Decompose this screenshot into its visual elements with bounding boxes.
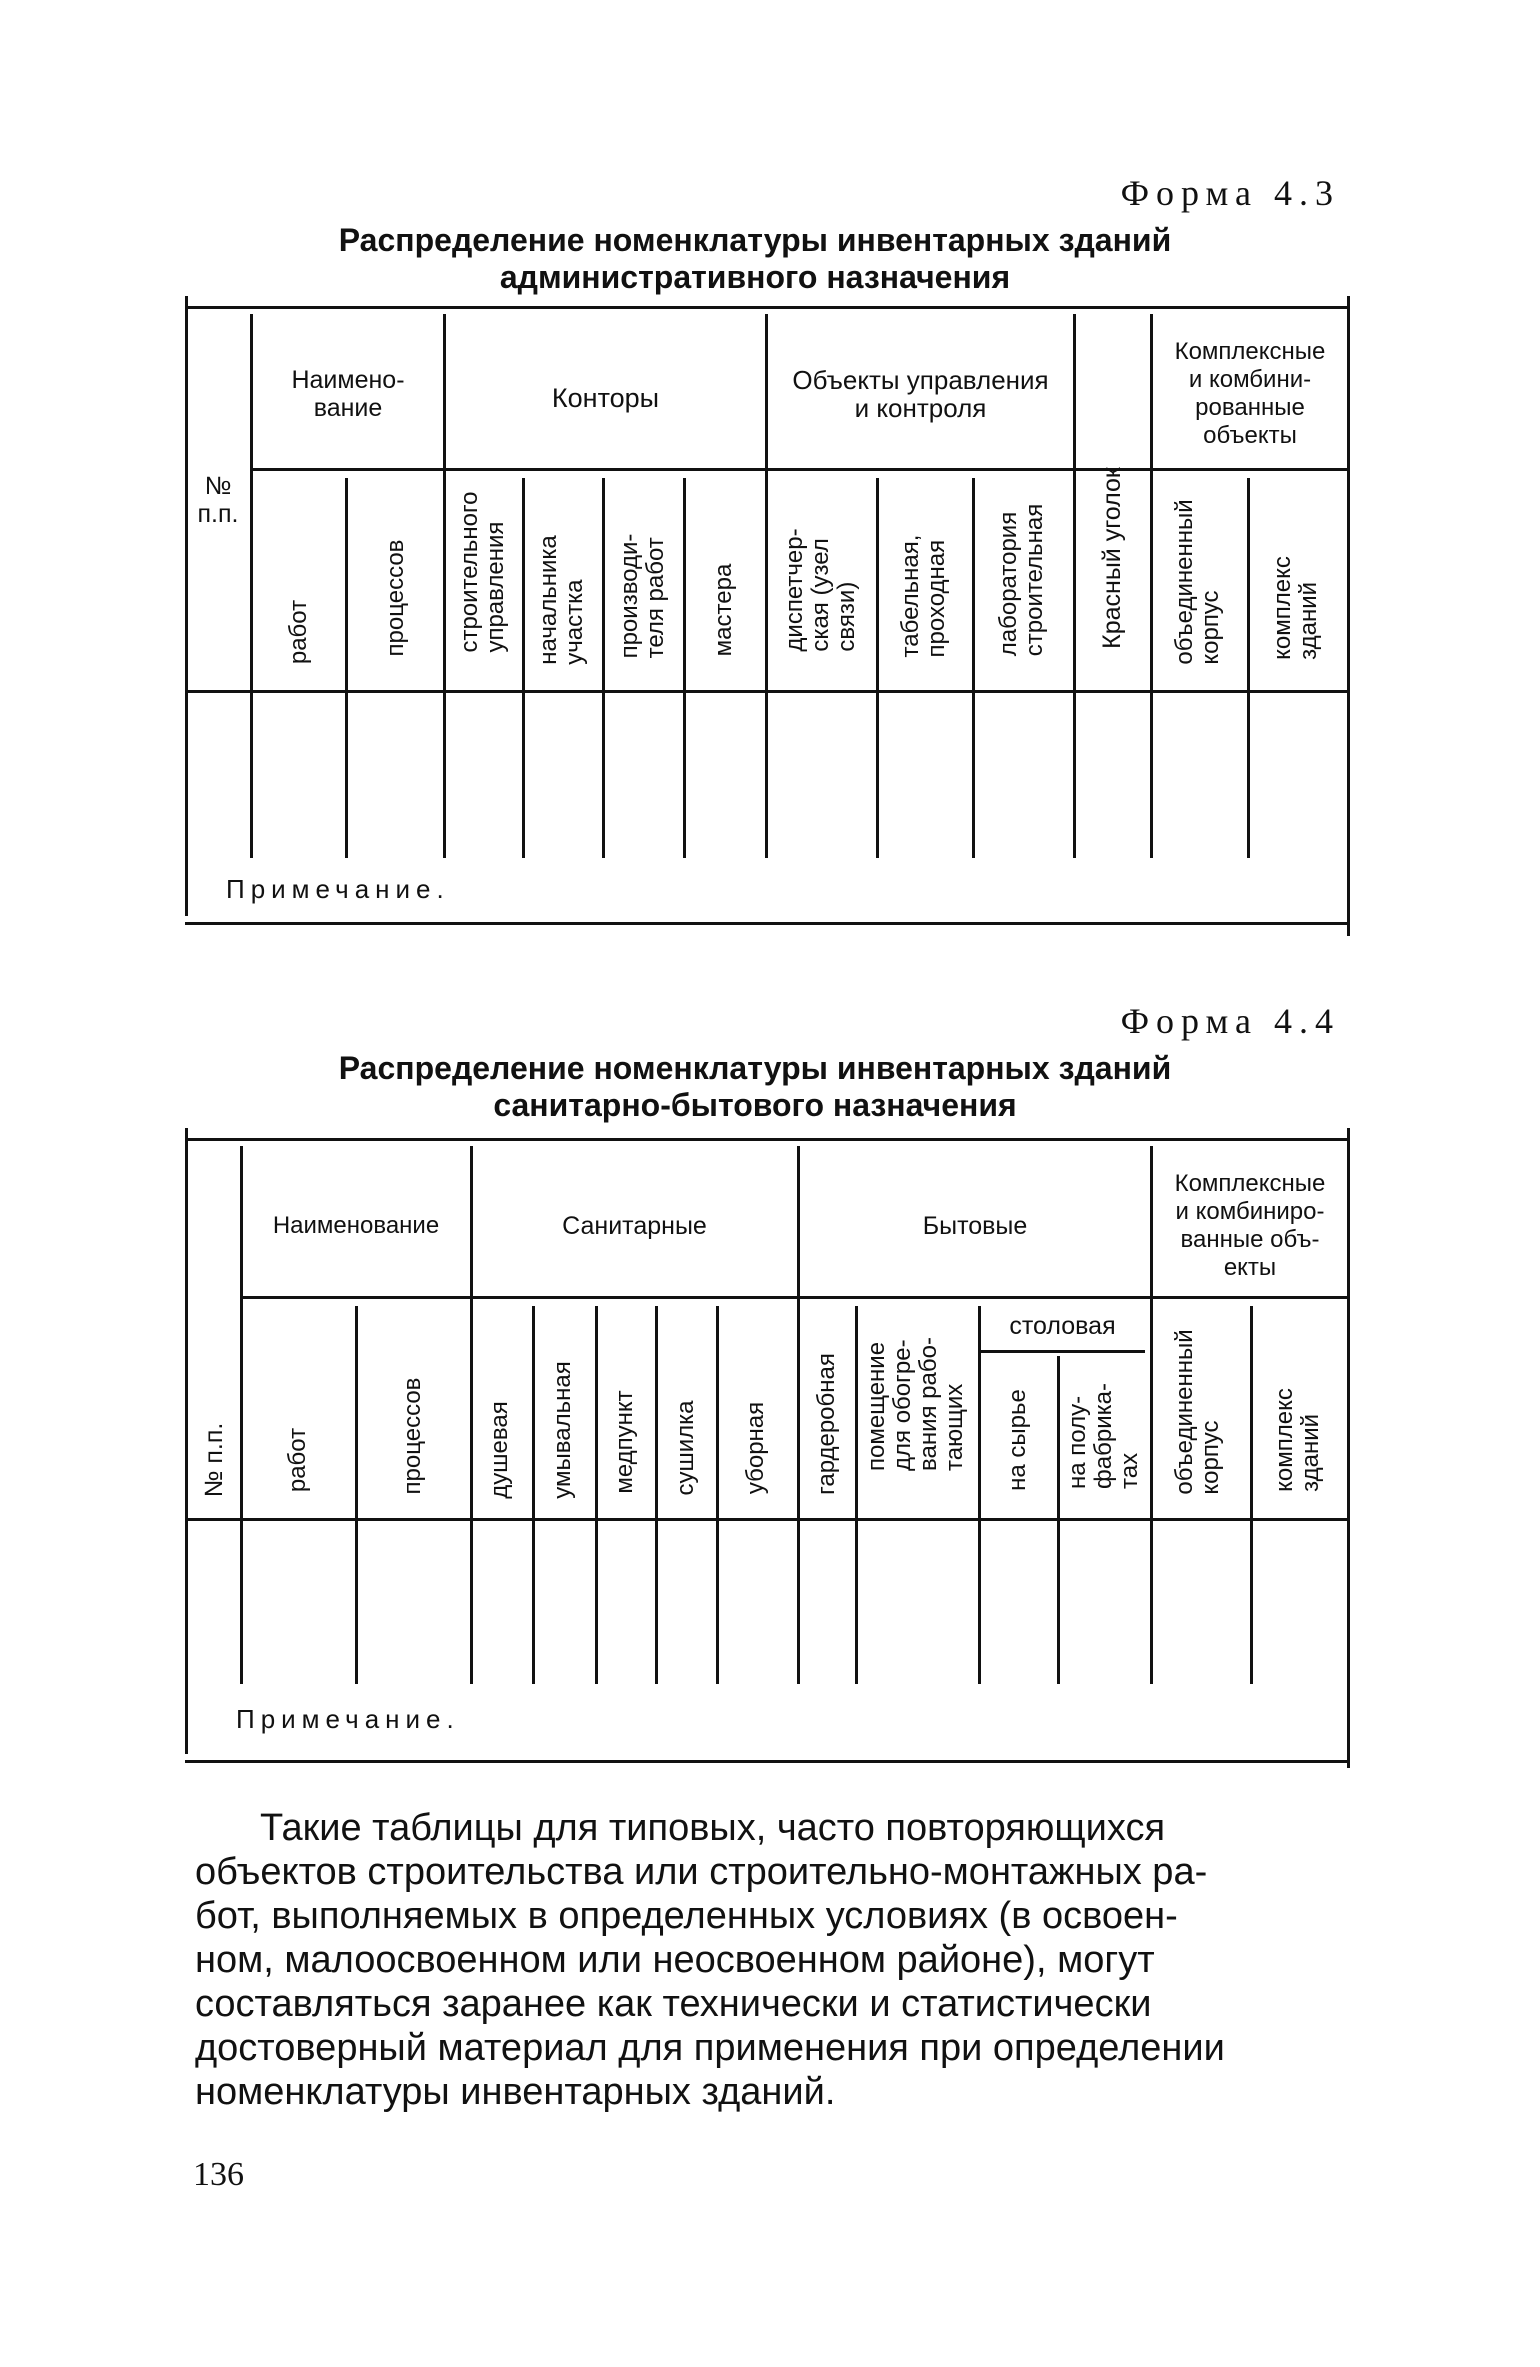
form43-header-works: работ <box>285 599 312 665</box>
form44-header-works: работ <box>284 1427 311 1493</box>
form44-header-cloakroom: гардеробная <box>813 1353 840 1495</box>
form44-header-medpoint: медпункт <box>611 1390 638 1494</box>
form43-header-processes: процессов <box>382 539 409 657</box>
form43-title <box>180 222 1330 296</box>
form43-header-num: № п.п. <box>197 472 239 528</box>
form43-header-offices-group: Конторы <box>551 383 660 413</box>
paragraph-line-4: ном, малоосвоенном или неосвоенном районе), могут <box>195 1939 1155 1981</box>
form44-title-line2: санитарно-бытового назначения <box>493 1087 1017 1123</box>
form43-header-dispatch: диспетчер- ская (узел связи) <box>781 528 860 652</box>
form44-note: Примечание. <box>236 1704 460 1734</box>
form44-header-sanitary-group: Санитарные <box>562 1212 707 1240</box>
paragraph-line-3: бот, выполняемых в определенных условиях (в освоен- <box>195 1895 1178 1937</box>
form44-header-combined-building: объединенный корпус <box>1171 1329 1224 1495</box>
form44-header-name-group: Наименование <box>272 1212 440 1239</box>
form43-header-complex-group: Комплексные и комбини- рованные объекты <box>1174 338 1326 449</box>
form44-header-building-complex: комплекс зданий <box>1271 1388 1324 1492</box>
form44-header-processes: процессов <box>399 1377 426 1495</box>
form43-header-combined-building: объединенный корпус <box>1171 499 1224 665</box>
form44-header-complex-group: Комплексные и комбиниро- ванные объ- екты <box>1174 1170 1326 1281</box>
paragraph-line-7: номенклатуры инвентарных зданий. <box>195 2071 836 2113</box>
paragraph-line-1: Такие таблицы для типовых, часто повторяющихся <box>260 1807 1166 1849</box>
form44-title-line1: Распределение номенклатуры инвентарных зданий <box>338 1050 1172 1086</box>
form43-header-building-complex: комплекс зданий <box>1269 556 1322 660</box>
form43-header-control-group: Объекты управления и контроля <box>792 365 1049 423</box>
paragraph-line-6: достоверный материал для применения при определении <box>195 2027 1225 2069</box>
form44-header-semi: на полу- фабрика- тах <box>1064 1383 1143 1489</box>
paragraph-line-5: составляться заранее как технически и статистически <box>195 1983 1152 2025</box>
page-number: 136 <box>193 2156 244 2193</box>
form43-title-line1: Распределение номенклатуры инвентарных зданий <box>338 222 1172 258</box>
form44-header-dryer: сушилка <box>672 1400 699 1496</box>
form43-header-masters: мастера <box>710 563 737 657</box>
form43-title-line2: административного назначения <box>499 259 1011 295</box>
form44-label: Форма 4.4 <box>1120 1001 1340 1041</box>
form43-label: Форма 4.3 <box>1120 173 1340 213</box>
paragraph-line-2: объектов строительства или строительно-монтажных ра- <box>195 1851 1208 1893</box>
form44-header-canteen-group: столовая <box>1009 1312 1116 1340</box>
form44-title <box>180 1050 1330 1124</box>
form43-header-lab: лаборатория строительная <box>995 503 1048 657</box>
form44-header-shower: душевая <box>486 1401 513 1499</box>
form43-header-timekeeping: табельная, проходная <box>897 534 950 658</box>
form44-header-raw: на сырье <box>1004 1389 1031 1491</box>
form44-header-washroom: умывальная <box>549 1361 576 1499</box>
form44-header-num: № п.п. <box>200 1422 228 1498</box>
form43-note: Примечание. <box>226 874 450 904</box>
form43-header-construction-admin: строительного управления <box>456 491 509 653</box>
form43-header-site-chief: начальника участка <box>535 535 588 665</box>
form43-header-red-corner: Красный уголок <box>1098 467 1126 649</box>
form43-header-name-group: Наимено- вание <box>291 366 405 422</box>
body-paragraph <box>195 1806 1350 2114</box>
form44-header-domestic-group: Бытовые <box>922 1212 1028 1240</box>
form44-header-toilet: уборная <box>742 1401 769 1495</box>
form43-header-foreman-works: производи- теля работ <box>616 533 669 659</box>
form44-header-heating-room: помещение для обогре- вания рабо- тающих <box>863 1337 968 1471</box>
